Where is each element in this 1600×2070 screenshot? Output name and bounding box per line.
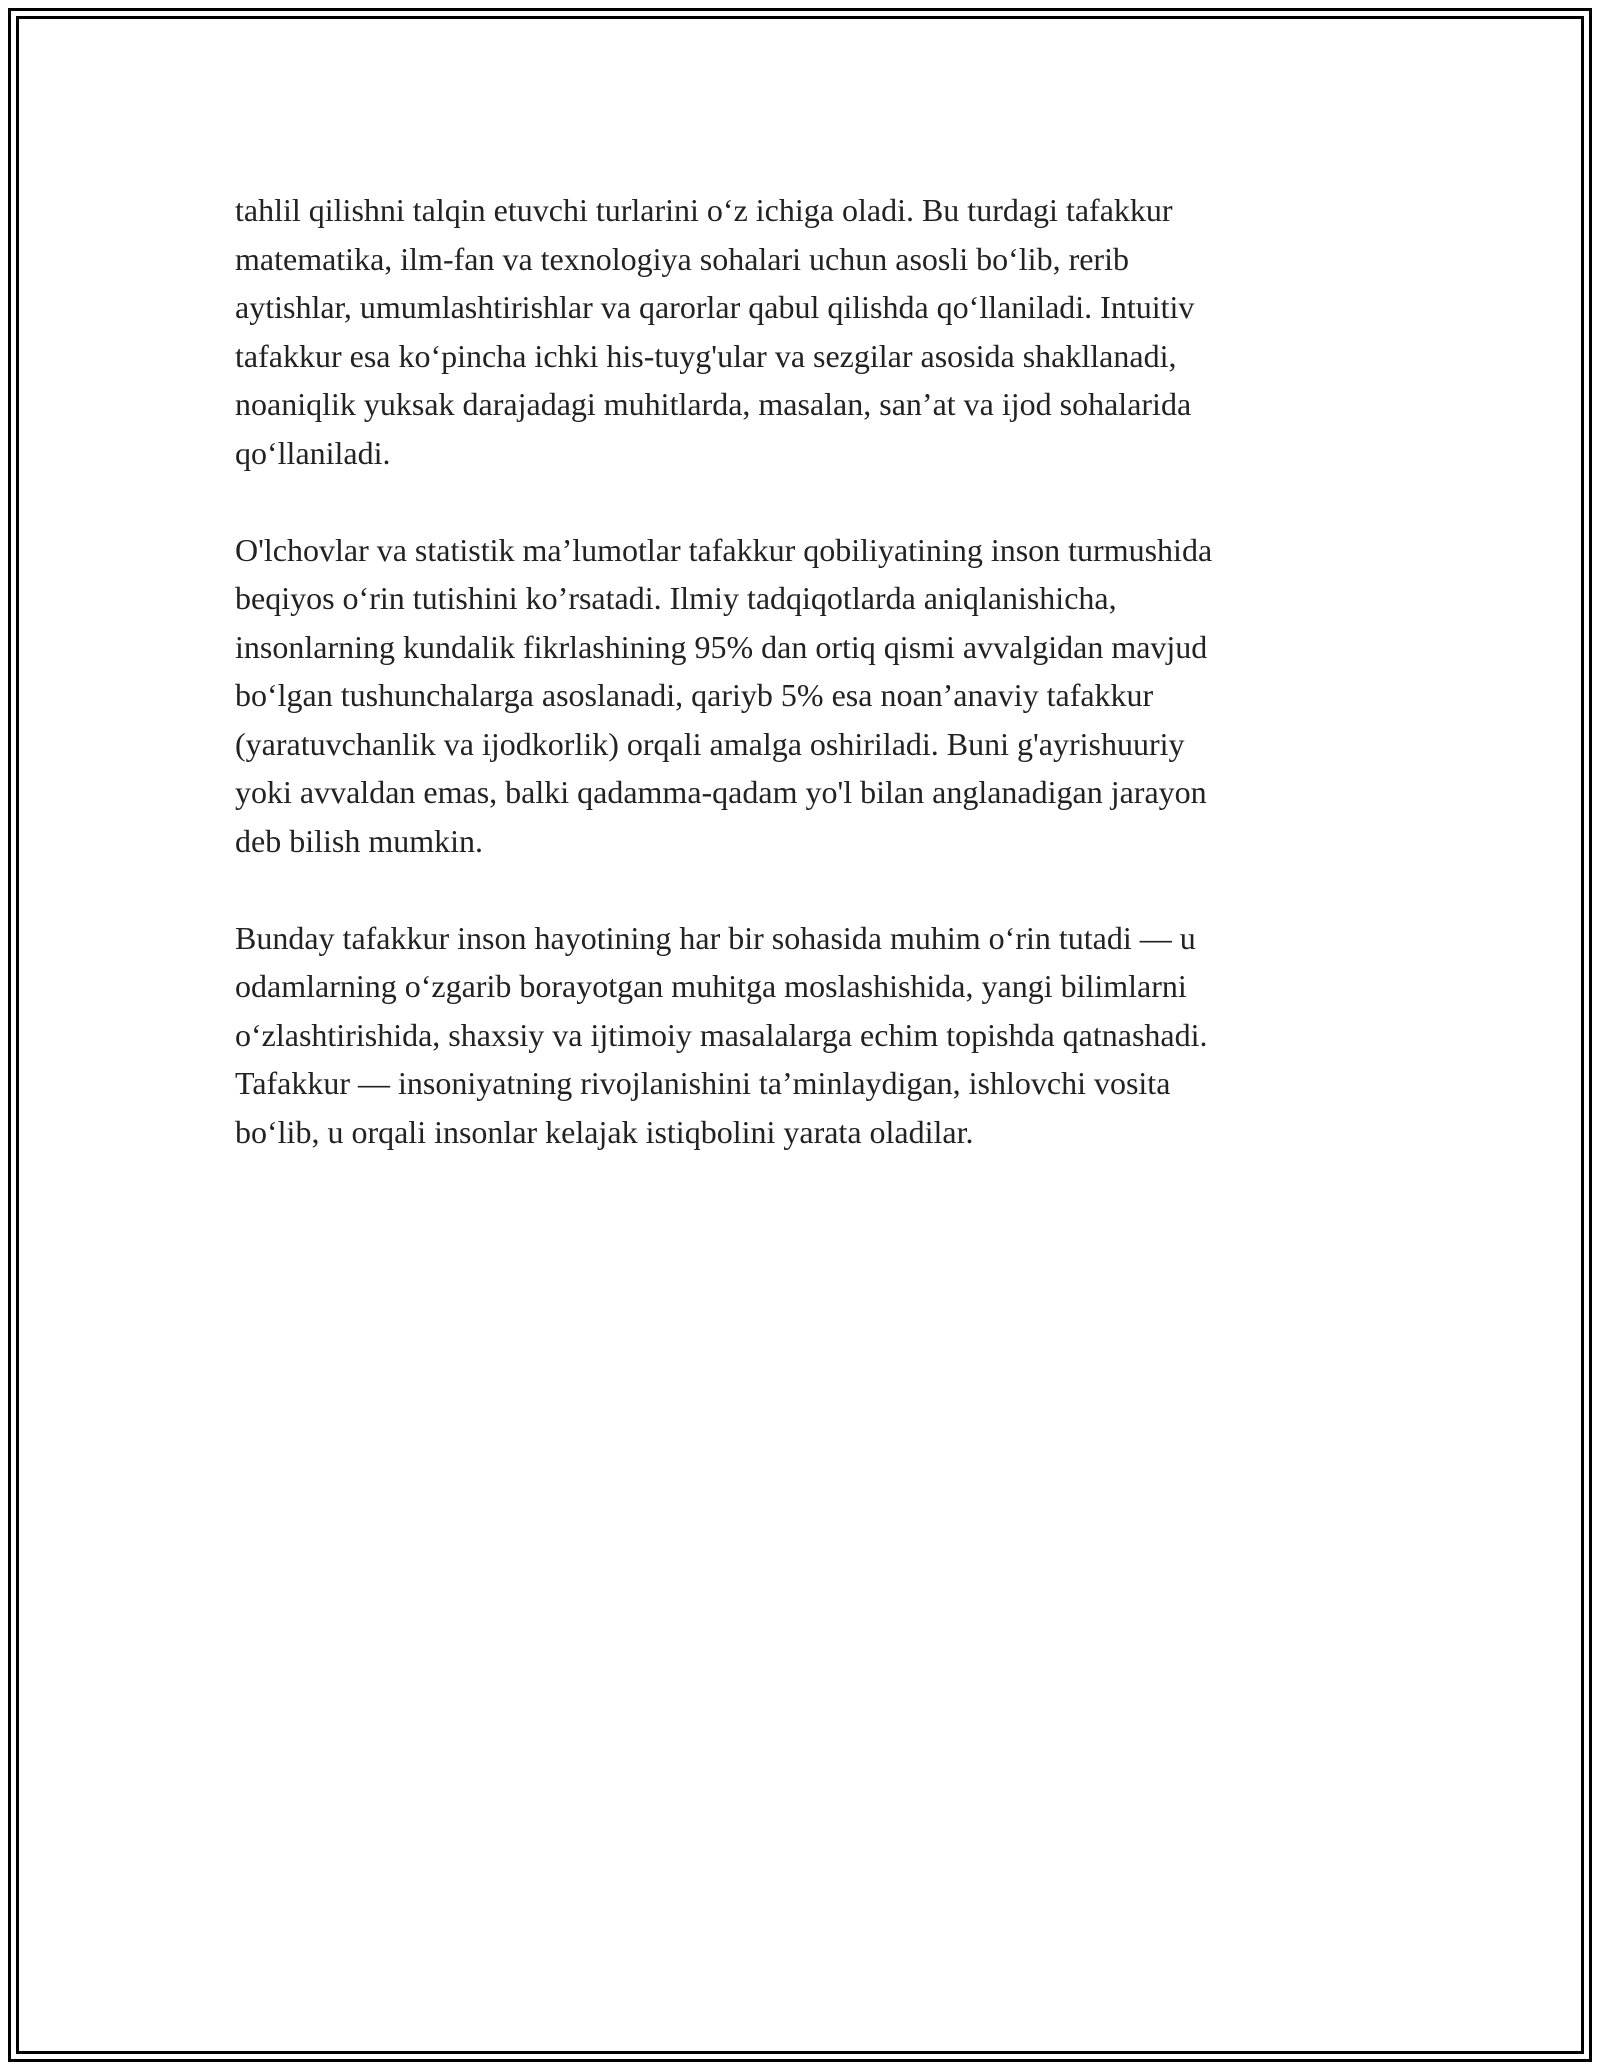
document-body — [235, 186, 1375, 1205]
text-line: deb bilish mumkin. — [235, 822, 483, 859]
paragraph-2 — [235, 526, 1375, 866]
text-line: qo‘llaniladi. — [235, 434, 391, 471]
text-line: aytishlar, umumlashtirishlar va qarorlar qabul qilishda qo‘llaniladi. Intuitiv — [235, 289, 1195, 325]
paragraph-1 — [235, 186, 1375, 477]
text-line: bo‘lgan tushunchalarga asoslanadi, qariyb 5% esa noan’anaviy tafakkur — [235, 677, 1154, 713]
text-line: insonlarning kundalik fikrlashining 95% dan ortiq qismi avvalgidan mavjud — [235, 628, 1208, 665]
paragraph-3 — [235, 914, 1375, 1157]
text-line: tahlil qilishni talqin etuvchi turlarini o‘z ichiga oladi. Bu turdagi tafakkur — [235, 192, 1173, 228]
text-line: beqiyos o‘rin tutishini ko’rsatadi. Ilmiy tadqiqotlarda aniqlanishicha, — [235, 580, 1117, 616]
text-line: matematika, ilm-fan va texnologiya sohalari uchun asosli bo‘lib, rerib — [235, 240, 1129, 277]
text-line: odamlarning o‘zgarib borayotgan muhitga moslashishida, yangi bilimlarni — [235, 968, 1187, 1004]
text-line: tafakkur esa ko‘pincha ichki his-tuyg'ular va sezgilar asosida shakllanadi, — [235, 337, 1177, 374]
text-line: O'lchovlar va statistik ma’lumotlar tafakkur qobiliyatining inson turmushida — [235, 531, 1213, 568]
text-line: Bunday tafakkur inson hayotining har bir sohasida muhim o‘rin tutadi — u — [235, 919, 1196, 956]
text-line: bo‘lib, u orqali insonlar kelajak istiqbolini yarata oladilar. — [235, 1113, 974, 1150]
text-line: Tafakkur — insoniyatning rivojlanishini ta’minlaydigan, ishlovchi vosita — [235, 1065, 1171, 1101]
text-line: noaniqlik yuksak darajadagi muhitlarda, masalan, san’at va ijod sohalarida — [235, 386, 1192, 422]
text-line: (yaratuvchanlik va ijodkorlik) orqali amalga oshiriladi. Buni g'ayrishuuriy — [235, 725, 1185, 762]
text-line: o‘zlashtirishida, shaxsiy va ijtimoiy masalalarga echim topishda qatnashadi. — [235, 1016, 1208, 1053]
text-line: yoki avvaldan emas, balki qadamma-qadam yo'l bilan anglanadigan jarayon — [235, 774, 1207, 810]
